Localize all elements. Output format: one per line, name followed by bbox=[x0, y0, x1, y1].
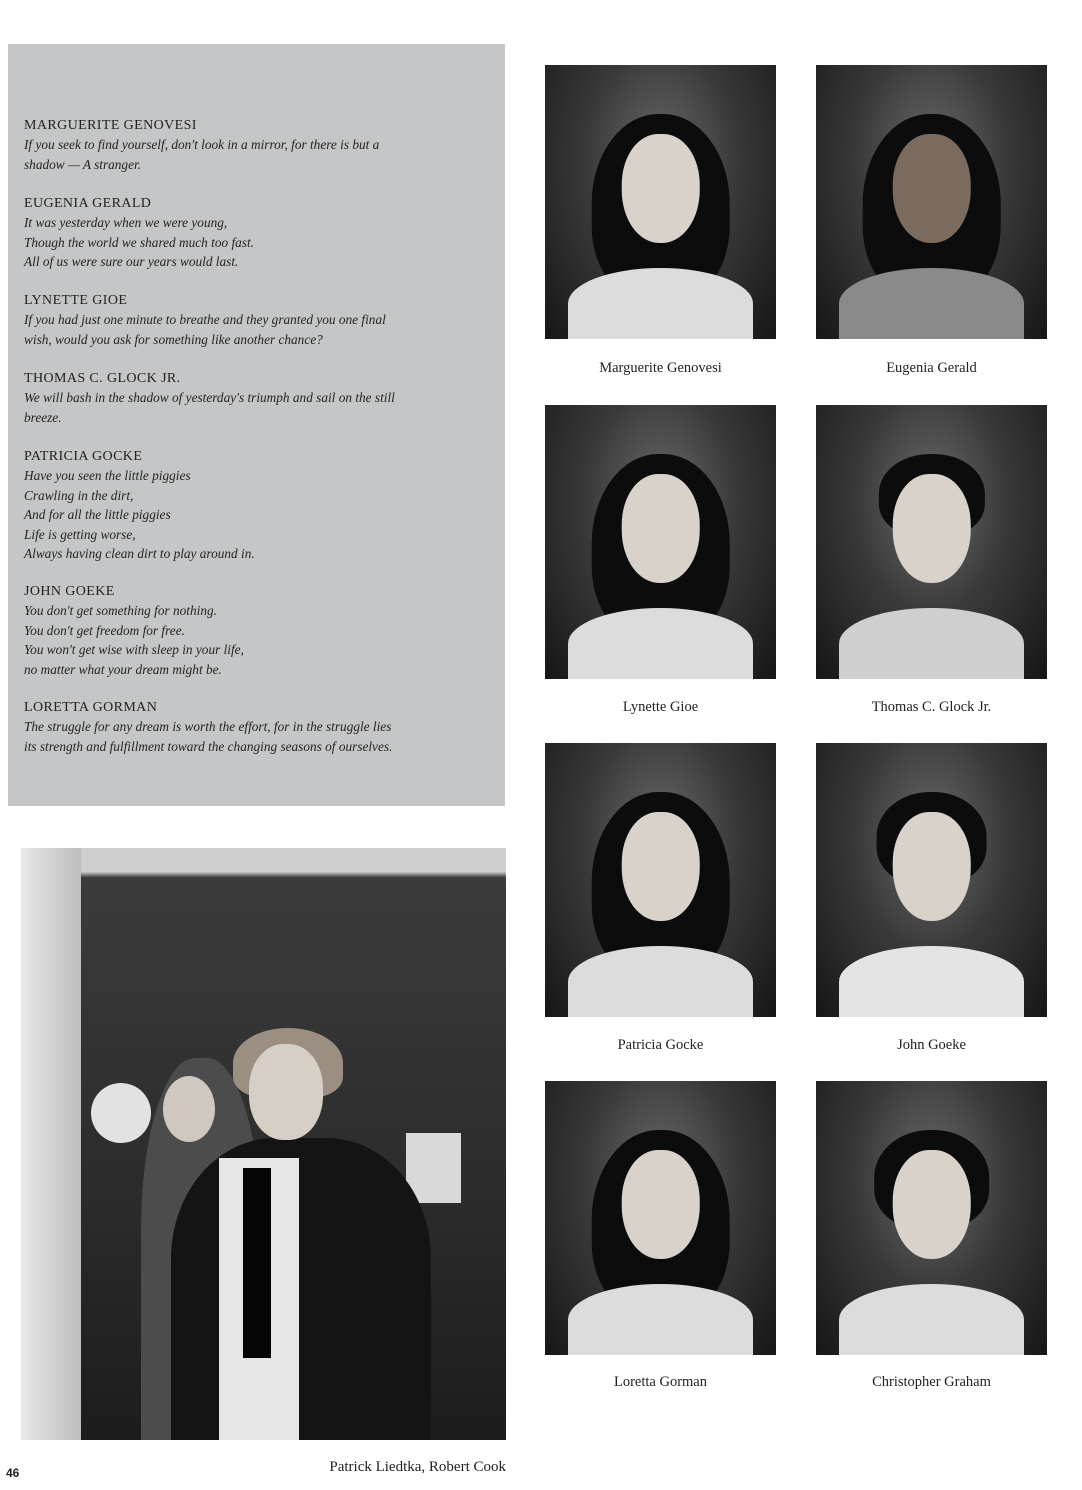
entry-lynette-gioe bbox=[24, 291, 494, 349]
entry-eugenia-gerald bbox=[24, 194, 494, 272]
entry-quote: If you had just one minute to breathe and they granted you one final wish, would you ask for something like another chance? bbox=[24, 312, 386, 347]
entry-thomas-glock bbox=[24, 369, 494, 427]
entry-name: THOMAS C. GLOCK JR. bbox=[24, 371, 181, 386]
group-photo-caption: Patrick Liedtka, Robert Cook bbox=[329, 1459, 506, 1475]
entry-loretta-gorman bbox=[24, 698, 494, 756]
entry-name: PATRICIA GOCKE bbox=[24, 449, 143, 464]
entry-name: MARGUERITE GENOVESI bbox=[24, 118, 197, 133]
entry-name: LORETTA GORMAN bbox=[24, 700, 158, 715]
entry-quote: Have you seen the little piggies Crawling in the dirt, And for all the little piggies Life is getting worse, Always having clean dirt to play around in. bbox=[24, 468, 255, 562]
portrait-caption: Loretta Gorman bbox=[613, 1374, 707, 1390]
portrait-caption: Lynette Gioe bbox=[622, 699, 699, 715]
portrait-photo-christopher-graham bbox=[816, 1081, 1047, 1355]
portrait-photo-john-goeke bbox=[816, 743, 1047, 1017]
entry-patricia-gocke bbox=[24, 447, 494, 564]
entry-name: JOHN GOEKE bbox=[24, 584, 115, 599]
portrait-caption: Patricia Gocke bbox=[617, 1037, 704, 1053]
page-number: 46 bbox=[6, 1466, 20, 1480]
candid-group-photo bbox=[21, 848, 506, 1440]
entry-john-goeke bbox=[24, 582, 494, 679]
portrait-caption: Christopher Graham bbox=[872, 1374, 991, 1390]
portrait-caption: Marguerite Genovesi bbox=[599, 360, 722, 376]
entry-marguerite-genovesi bbox=[24, 116, 494, 174]
entry-quote: We will bash in the shadow of yesterday's triumph and sail on the still breeze. bbox=[24, 390, 395, 425]
entry-quote: It was yesterday when we were young, Though the world we shared much too fast. All of us were sure our years would last. bbox=[24, 215, 254, 270]
entry-quote: The struggle for any dream is worth the effort, for in the struggle lies its strength and fulfillment toward the changing seasons of ourselves. bbox=[24, 719, 393, 754]
portrait-photo-marguerite-genovesi bbox=[545, 65, 776, 339]
portrait-caption: Eugenia Gerald bbox=[886, 360, 977, 376]
portrait-photo-eugenia-gerald bbox=[816, 65, 1047, 339]
entry-quote: You don't get something for nothing. You don't get freedom for free. You won't get wise with sleep in your life, no matter what your dream might be. bbox=[24, 603, 244, 677]
portrait-photo-thomas-glock bbox=[816, 405, 1047, 679]
entry-name: LYNETTE GIOE bbox=[24, 293, 128, 308]
portrait-caption: John Goeke bbox=[897, 1037, 966, 1053]
entry-name: EUGENIA GERALD bbox=[24, 196, 152, 211]
portrait-photo-lynette-gioe bbox=[545, 405, 776, 679]
portrait-photo-patricia-gocke bbox=[545, 743, 776, 1017]
portrait-caption: Thomas C. Glock Jr. bbox=[871, 699, 992, 715]
entry-quote: If you seek to find yourself, don't look in a mirror, for there is but a shadow — A stranger. bbox=[24, 137, 380, 172]
portrait-photo-loretta-gorman bbox=[545, 1081, 776, 1355]
